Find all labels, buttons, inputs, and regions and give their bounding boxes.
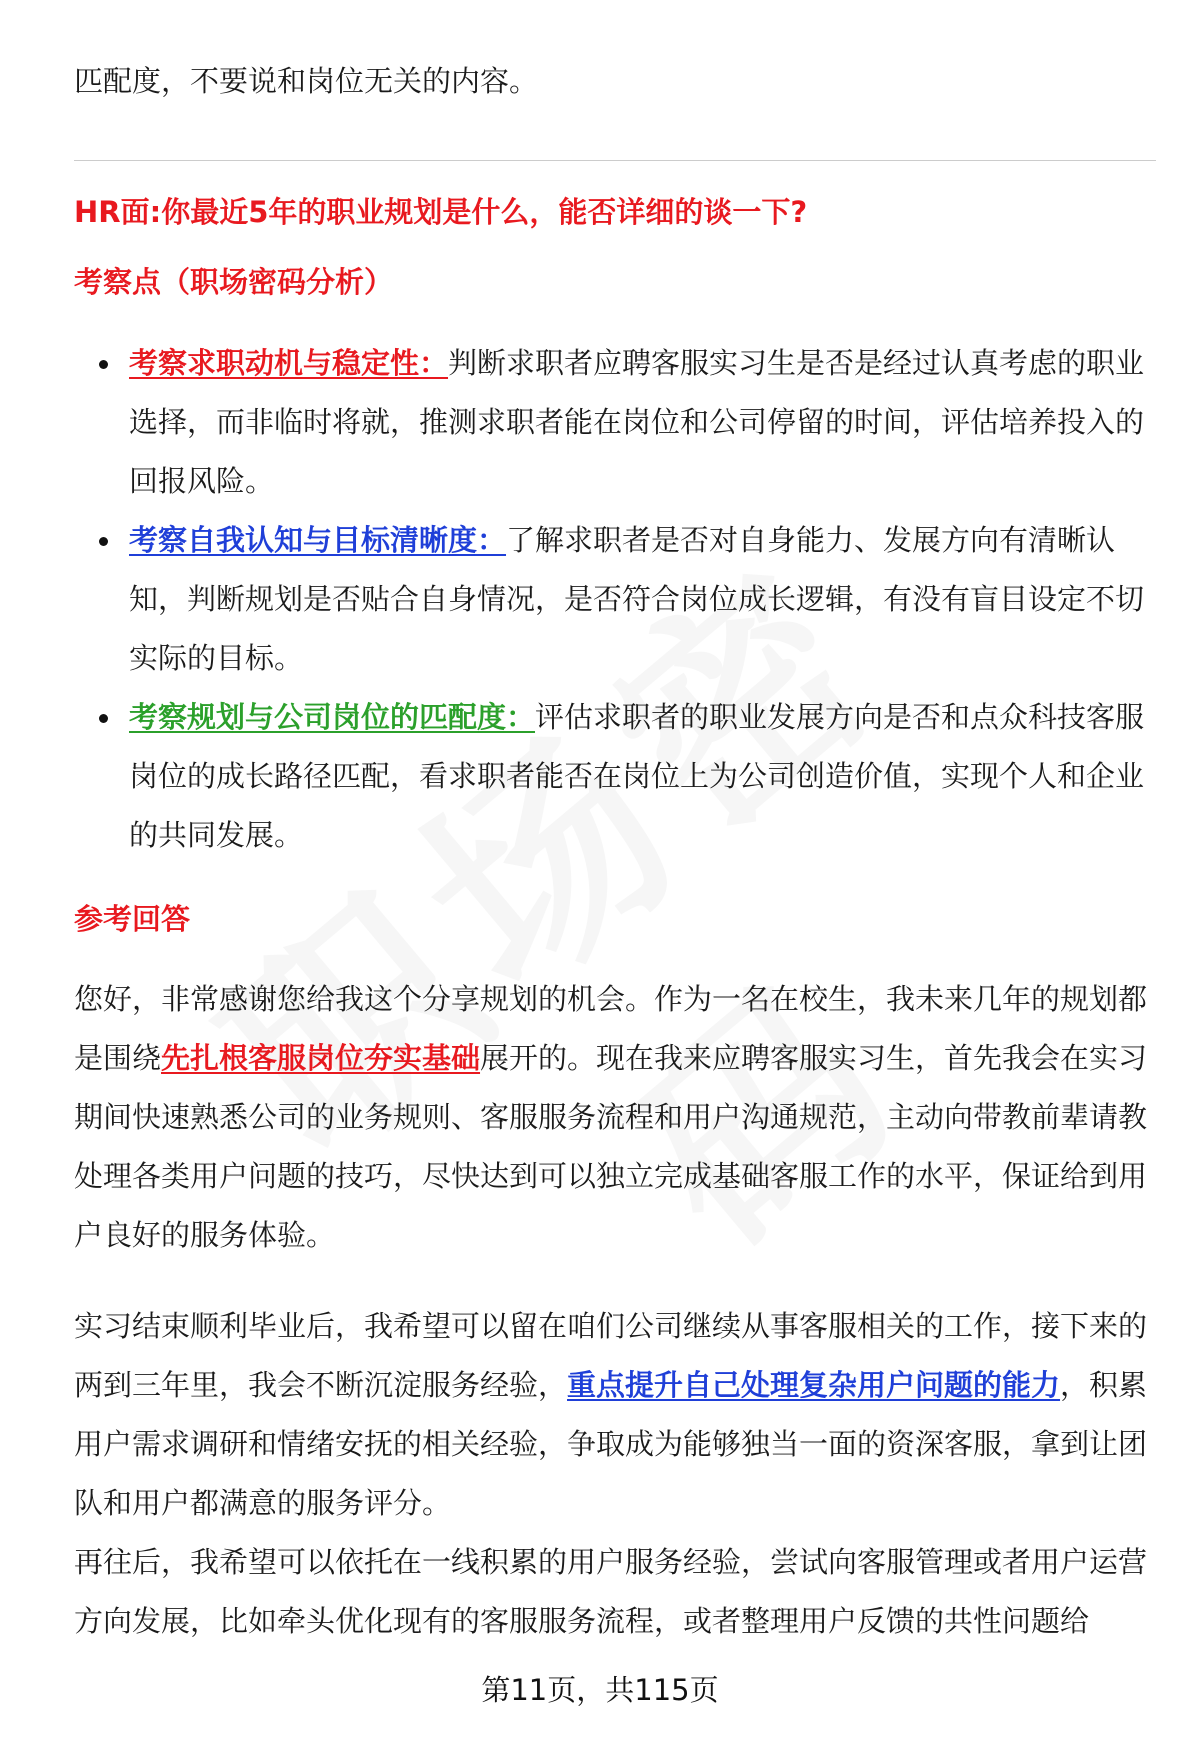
bullet-icon (99, 360, 108, 369)
highlight-text: 先扎根客服岗位夯实基础 (161, 1041, 481, 1075)
divider (74, 160, 1156, 161)
point-text: 评估求职者的职业发展方向是否和点众科技客服岗位的成长路径匹配，看求职者能否在岗位上为公司创造价值，实现个人和企业的共同发展。 (129, 700, 1145, 852)
paragraph-text: 展开的。现在我来应聘客服实习生，首先我会在实习期间快速熟悉公司的业务规则、客服服务流程和用户沟通规范，主动向带教前辈请教处理各类用户问题的技巧，尽快达到可以独立完成基础客服工作的水平，保证给到用户良好的服务体验。 (74, 1041, 1148, 1252)
intro-paragraph: 匹配度，不要说和岗位无关的内容。 (74, 64, 539, 98)
point-keyword: 考察自我认知与目标清晰度： (129, 523, 507, 557)
point-keyword: 考察规划与公司岗位的匹配度： (129, 700, 536, 734)
analysis-points (74, 334, 1154, 865)
answer-paragraph-3: 再往后，我希望可以依托在一线积累的用户服务经验，尝试向客服管理或者用户运营方向发展，比如牵头优化现有的客服服务流程，或者整理用户反馈的共性问题给 (74, 1545, 1148, 1638)
point-text: 了解求职者是否对自身能力、发展方向有清晰认知，判断规划是否贴合自身情况，是否符合岗位成长逻辑，有没有盲目设定不切实际的目标。 (129, 523, 1145, 675)
list-item (74, 688, 1154, 865)
answer-paragraph-2 (74, 1297, 1154, 1651)
point-text: 判断求职者应聘客服实习生是否是经过认真考虑的职业选择，而非临时将就，推测求职者能在岗位和公司停留的时间，评估培养投入的回报风险。 (129, 346, 1145, 498)
analysis-heading: 考察点（职场密码分析） (74, 265, 394, 299)
paragraph-text: 您好，非常感谢您给我这个分享规划的机会。作为一名在校生，我未来几年的规划都是围绕 (74, 982, 1148, 1075)
paragraph-text: 实习结束顺利毕业后，我希望可以留在咱们公司继续从事客服相关的工作，接下来的两到三年里，我会不断沉淀服务经验， (74, 1309, 1148, 1402)
bullet-icon (99, 714, 108, 723)
page-number: 第11页，共115页 (481, 1673, 719, 1707)
point-keyword: 考察求职动机与稳定性： (129, 346, 449, 380)
answer-heading: 参考回答 (74, 902, 191, 936)
highlight-text: 重点提升自己处理复杂用户问题的能力 (567, 1368, 1061, 1402)
answer-paragraph-1 (74, 970, 1154, 1265)
paragraph-text: ，积累用户需求调研和情绪安抚的相关经验，争取成为能够独当一面的资深客服，拿到让团队和用户都满意的服务评分。 (74, 1368, 1148, 1520)
list-item (74, 334, 1154, 511)
bullet-icon (99, 537, 108, 546)
list-item (74, 511, 1154, 688)
question-heading: HR面:你最近5年的职业规划是什么，能否详细的谈一下? (74, 195, 808, 229)
